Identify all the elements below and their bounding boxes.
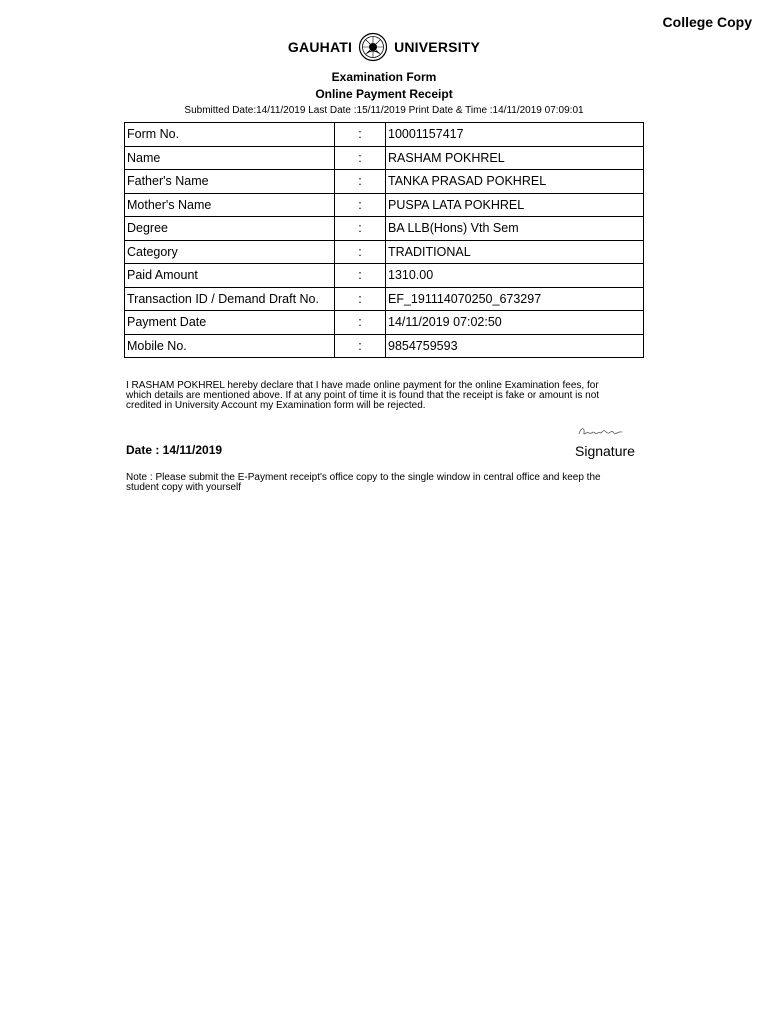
row-separator: : bbox=[335, 311, 386, 335]
row-label: Mobile No. bbox=[125, 334, 335, 358]
row-value: EF_191114070250_673297 bbox=[386, 287, 644, 311]
row-label: Form No. bbox=[125, 123, 335, 147]
table-row bbox=[125, 334, 644, 358]
row-value: TANKA PRASAD POKHREL bbox=[386, 170, 644, 194]
declaration-text: I RASHAM POKHREL hereby declare that I have made online payment for the online Examination fees, for which details are mentioned above. If at any point of time it is found that the receipt is fake or amount is not credited in University Account my Examination form will be rejected. bbox=[126, 380, 600, 411]
row-value: 14/11/2019 07:02:50 bbox=[386, 311, 644, 335]
table-row bbox=[125, 240, 644, 264]
row-value: PUSPA LATA POKHREL bbox=[386, 193, 644, 217]
row-separator: : bbox=[335, 193, 386, 217]
handwritten-signature-mark bbox=[576, 422, 626, 440]
row-label: Transaction ID / Demand Draft No. bbox=[125, 287, 335, 311]
row-label: Category bbox=[125, 240, 335, 264]
row-separator: : bbox=[335, 217, 386, 241]
row-separator: : bbox=[335, 264, 386, 288]
receipt-date: Date : 14/11/2019 bbox=[126, 443, 223, 457]
row-value: 9854759593 bbox=[386, 334, 644, 358]
row-value: 10001157417 bbox=[386, 123, 644, 147]
row-label: Name bbox=[125, 146, 335, 170]
receipt-details-table bbox=[124, 122, 644, 358]
row-value: RASHAM POKHREL bbox=[386, 146, 644, 170]
university-seal-icon bbox=[358, 32, 388, 62]
receipt-title: Online Payment Receipt bbox=[315, 87, 453, 101]
table-row bbox=[125, 311, 644, 335]
row-separator: : bbox=[335, 123, 386, 147]
table-row bbox=[125, 217, 644, 241]
university-name-left: GAUHATI bbox=[287, 39, 353, 55]
table-row bbox=[125, 193, 644, 217]
row-separator: : bbox=[335, 334, 386, 358]
row-separator: : bbox=[335, 170, 386, 194]
table-row bbox=[125, 146, 644, 170]
row-separator: : bbox=[335, 240, 386, 264]
row-separator: : bbox=[335, 146, 386, 170]
copy-label: College Copy bbox=[662, 14, 752, 30]
row-separator: : bbox=[335, 287, 386, 311]
row-label: Degree bbox=[125, 217, 335, 241]
row-value: TRADITIONAL bbox=[386, 240, 644, 264]
submission-note: Note : Please submit the E-Payment receipt's office copy to the single window in central office and keep the student copy with yourself bbox=[126, 472, 601, 493]
dates-line: Submitted Date:14/11/2019 Last Date :15/11/2019 Print Date & Time :14/11/2019 07:09:01 bbox=[184, 105, 584, 116]
row-label: Payment Date bbox=[125, 311, 335, 335]
row-label: Mother's Name bbox=[125, 193, 335, 217]
signature-label: Signature bbox=[575, 443, 635, 459]
table-row bbox=[125, 123, 644, 147]
table-row bbox=[125, 170, 644, 194]
row-label: Father's Name bbox=[125, 170, 335, 194]
form-title: Examination Form bbox=[331, 70, 437, 84]
university-header bbox=[0, 32, 768, 62]
row-value: BA LLB(Hons) Vth Sem bbox=[386, 217, 644, 241]
row-value: 1310.00 bbox=[386, 264, 644, 288]
row-label: Paid Amount bbox=[125, 264, 335, 288]
table-row bbox=[125, 287, 644, 311]
table-row bbox=[125, 264, 644, 288]
university-name-right: UNIVERSITY bbox=[394, 39, 481, 55]
